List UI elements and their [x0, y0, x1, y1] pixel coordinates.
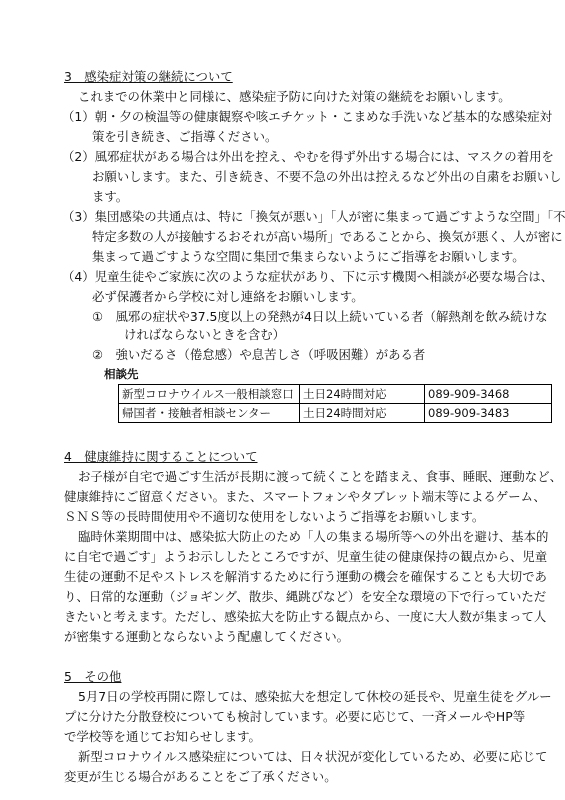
paragraph-line: 5月7日の学校再開に際しては、感染拡大を想定して休校の延長や、児童生徒をグルー [78, 689, 552, 704]
paragraph-line: ければならないときを含む） [124, 327, 286, 342]
paragraph-line: これまでの休業中と同様に、感染症予防に向けた対策の継続をお願いします。 [78, 89, 511, 104]
paragraph-line: 必ず保護者から学校に対し連絡をお願いします。 [92, 289, 364, 304]
paragraph-line: 健康維持にご留意ください。また、スマートフォンやタブレット端末等によるゲーム、 [64, 489, 546, 504]
symptom-1: ① 風邪の症状や37.5度以上の発熱が4日以上続いている者（解熱剤を飲み続けな [92, 309, 548, 324]
paragraph-line: ＳＮＳ等の長時間使用や不適切な使用をしないようご指導をお願いします。 [64, 509, 485, 524]
consult-label: 相談先 [104, 367, 139, 381]
paragraph-line: で学校等を通じてお知らせします。 [64, 729, 261, 744]
table-cell: 帰国者・接触者相談センター [119, 404, 300, 423]
consult-table [118, 384, 552, 423]
table-cell: 新型コロナウイルス一般相談窓口 [119, 385, 300, 404]
table-cell: 土日24時間対応 [300, 385, 425, 404]
paragraph-line: 変更が生じる場合があることをご了承ください。 [64, 769, 337, 784]
table-row [119, 404, 552, 423]
section-4-heading: 4 健康維持に関することについて [64, 449, 258, 464]
list-item-2: （2）風邪症状がある場合は外出を控え、やむを得ず外出する場合には、マスクの着用を [62, 149, 554, 164]
table-cell: 089-909-3468 [425, 385, 552, 404]
section-5-heading: 5 その他 [64, 669, 122, 684]
paragraph-line: お子様が自宅で過ごす生活が長期に渡って続くことを踏まえ、食事、睡眠、運動など、 [78, 469, 562, 484]
table-row [119, 385, 552, 404]
paragraph-line: きたいと考えます。ただし、感染拡大を防止する観点から、一度に大人数が集まって人 [64, 609, 547, 624]
paragraph-line: 集まって過ごすような空間に集団で集まらないようにご指導をお願いします。 [92, 249, 525, 264]
paragraph-line: 生徒の運動不足やストレスを解消するために行う運動の機会を確保することも大切であ [64, 569, 547, 584]
paragraph-line: 策を引き続き、ご指導ください。 [92, 129, 278, 144]
paragraph-line: お願いします。また、引き続き、不要不急の外出は控えるなど外出の自粛をお願いし [92, 169, 562, 184]
paragraph-line: ます。 [92, 189, 129, 204]
paragraph-line: 特定多数の人が接触するおそれが高い場所」であることから、換気が悪く、人が密に [92, 229, 563, 244]
table-cell: 土日24時間対応 [300, 404, 425, 423]
table-cell: 089-909-3483 [425, 404, 552, 423]
paragraph-line: 新型コロナウイルス感染症については、日々状況が変化しているため、必要に応じて [78, 749, 548, 764]
paragraph-line: 臨時休業期間中は、感染拡大防止のため「人の集まる場所等への外出を避け、基本的 [78, 529, 549, 544]
paragraph-line: に自宅で過ごす」ようお示ししたところですが、児童生徒の健康保持の観点から、児童 [64, 549, 548, 564]
section-3-heading: 3 感染症対策の継続について [64, 69, 233, 84]
list-item-1: （1）朝・夕の検温等の健康観察や咳エチケット・こまめな手洗いなど基本的な感染症対 [62, 109, 553, 124]
list-item-3: （3）集団感染の共通点は、特に「換気が悪い」「人が密に集まって過ごすような空間」「不 [62, 209, 565, 224]
list-item-4: （4）児童生徒やご家族に次のような症状があり、下に示す機関へ相談が必要な場合は、 [62, 269, 554, 284]
paragraph-line: り、日常的な運動（ジョギング、散歩、縄跳びなど）を安全な環境の下で行っていただ [64, 589, 547, 604]
paragraph-line: が密集する運動とならないよう配慮してください。 [64, 629, 349, 644]
symptom-2: ② 強いだるさ（倦怠感）や息苦しさ（呼吸困難）がある者 [92, 347, 426, 362]
paragraph-line: プに分けた分散登校についても検討しています。必要に応じて、一斉メールやHP等 [64, 709, 526, 724]
